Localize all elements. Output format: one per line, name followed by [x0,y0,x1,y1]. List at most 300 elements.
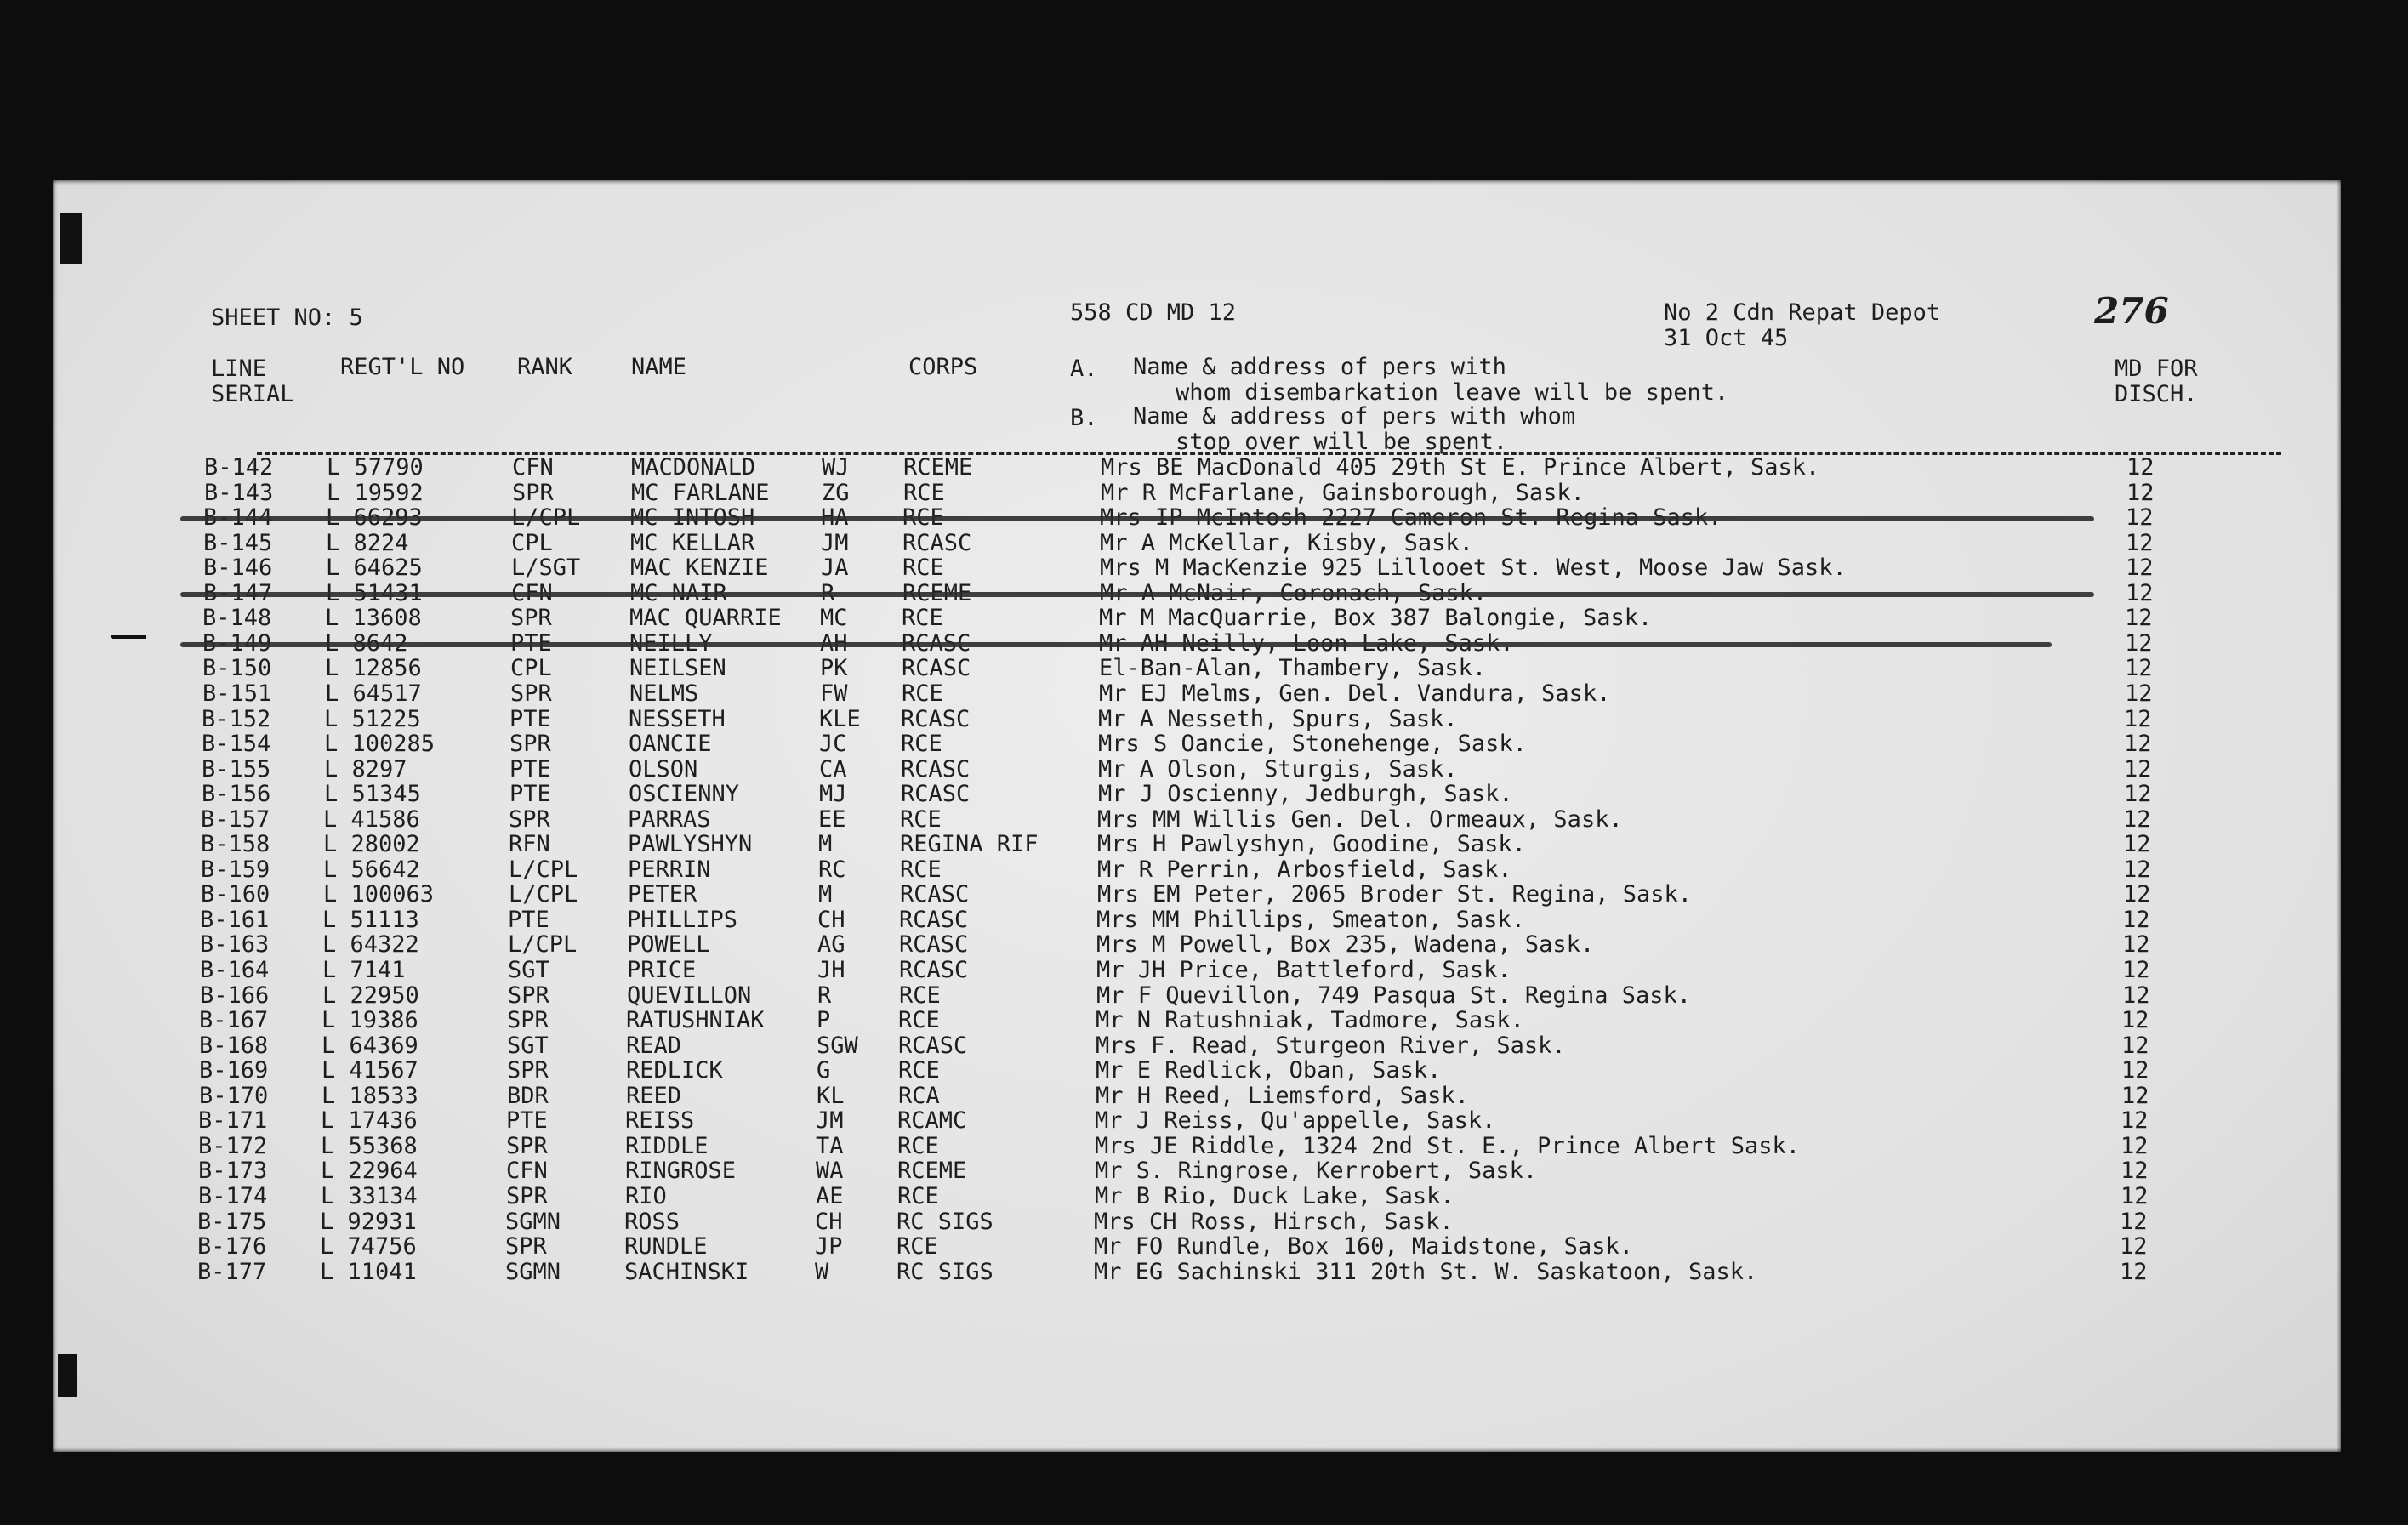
col-address-b-1: Name & address of pers with whom [1133,403,1576,430]
col-address-a-1: Name & address of pers with [1133,354,1506,380]
row-regt-no: L 51345 [324,781,421,808]
row-serial: B-170 [199,1082,269,1109]
row-initials: P [817,1007,831,1034]
row-md: 12 [2126,579,2154,606]
row-regt-no: L 51113 [322,906,419,933]
row-initials: W [815,1258,829,1285]
table-row [53,984,2341,1009]
table-row [53,1034,2341,1059]
row-serial: B-146 [203,555,273,582]
row-serial: B-164 [200,957,270,983]
table-row [53,858,2341,883]
row-address: Mr A McKellar, Kisby, Sask. [1100,529,1473,556]
col-line-serial-2: SERIAL [211,381,294,407]
row-rank: SPR [506,1182,548,1209]
depot-name: No 2 Cdn Repat Depot [1664,299,1941,326]
col-name: NAME [631,354,687,380]
row-md: 12 [2125,655,2153,682]
row-md: 12 [2122,931,2150,959]
row-corps: RC SIGS [897,1208,993,1235]
row-rank: SGMN [505,1258,561,1285]
table-row [53,529,2341,556]
row-corps: RCE [903,479,945,506]
sheet-number: SHEET NO: 5 [211,304,363,331]
row-corps: RCASC [899,906,969,933]
row-initials: JM [821,529,849,556]
row-initials: M [818,831,833,858]
row-initials: CA [819,755,847,782]
row-md: 12 [2126,529,2154,556]
row-rank: SPR [508,982,549,1009]
row-address: Mr A Nesseth, Spurs, Sask. [1098,705,1458,732]
row-corps: RCASC [899,957,969,983]
row-address: Mr EG Sachinski 311 20th St. W. Saskatoon, Sask. [1094,1258,1758,1285]
row-serial: B-159 [201,856,270,883]
row-name: NESSETH [629,705,726,732]
row-address: Mrs M MacKenzie 925 Lillooet St. West, Moose Jaw Sask. [1100,555,1847,582]
row-md: 12 [2125,629,2153,657]
row-regt-no: L 22964 [321,1158,418,1185]
row-md: 12 [2123,805,2151,833]
row-initials: KLE [819,705,861,732]
table-row [53,506,2341,531]
table-row [53,1009,2341,1033]
table-row [53,805,2341,833]
col-corps: CORPS [908,354,978,380]
row-serial: B-160 [201,881,270,908]
row-corps: RCE [899,982,941,1009]
table-row [53,933,2341,958]
row-corps: RCEME [897,1158,967,1185]
row-regt-no: L 19592 [327,479,424,506]
row-md: 12 [2122,957,2150,983]
row-initials: WJ [822,454,850,481]
row-serial: B-174 [198,1182,268,1209]
row-regt-no: L 64322 [322,931,419,959]
row-name: RIO [625,1182,667,1209]
row-md: 12 [2121,1132,2149,1159]
row-corps: RCASC [900,881,970,908]
row-address: Mrs MM Willis Gen. Del. Ormeaux, Sask. [1097,805,1623,833]
sheet-date: 31 Oct 45 [1664,325,1789,351]
row-corps: RCASC [901,781,971,808]
row-corps: RCASC [898,1032,968,1059]
row-rank: SPR [509,731,551,758]
col-md-for-disch-2: DISCH. [2115,381,2198,407]
row-initials: G [817,1057,831,1084]
document-sheet [53,180,2341,1452]
row-initials: AE [816,1182,844,1209]
table-row [53,959,2341,983]
row-rank: PTE [509,705,551,732]
table-row [53,705,2341,732]
row-regt-no: L 64625 [326,555,423,582]
table-row [53,1084,2341,1109]
row-name: REISS [625,1107,695,1135]
row-rank: CFN [506,1158,548,1185]
row-serial: B-168 [199,1032,269,1059]
row-rank: L/CPL [508,931,578,959]
row-md: 12 [2124,705,2152,732]
row-initials: KL [817,1082,845,1109]
row-rank: SPR [509,805,550,833]
row-corps: RCE [902,605,943,632]
row-rank: SPR [510,680,552,707]
row-serial: B-176 [197,1233,267,1260]
row-regt-no: L 55368 [321,1132,418,1159]
row-serial: B-151 [202,680,272,707]
table-row [53,606,2341,631]
row-md: 12 [2124,755,2152,782]
page-number: 276 [2094,290,2169,332]
row-name: MAC KENZIE [630,555,769,582]
row-address: Mr A Olson, Sturgis, Sask. [1098,755,1458,782]
row-initials: WA [816,1158,844,1185]
row-md: 12 [2121,1032,2149,1059]
table-row [53,682,2341,707]
row-regt-no: L 100063 [323,881,435,908]
table-row [53,1235,2341,1260]
table-row [53,456,2341,481]
row-md: 12 [2120,1258,2148,1285]
row-rank: SPR [512,479,554,506]
row-md: 12 [2121,1158,2149,1185]
row-md: 12 [2122,982,2150,1009]
row-corps: RC SIGS [897,1258,993,1285]
row-name: MC KELLAR [630,529,755,556]
row-address: Mr J Reiss, Qu'appelle, Sask. [1095,1107,1496,1135]
row-address: Mr F Quevillon, 749 Pasqua St. Regina Sask. [1096,982,1691,1009]
row-regt-no: L 92931 [320,1208,417,1235]
row-address: Mr R McFarlane, Gainsborough, Sask. [1101,479,1585,506]
col-address-b-label: B. [1070,405,1098,431]
row-regt-no: L 64517 [325,680,422,707]
row-name: MACDONALD [631,454,756,481]
row-md: 12 [2123,831,2151,858]
row-initials: MJ [819,781,847,808]
row-initials: FW [820,680,848,707]
row-serial: B-169 [199,1057,269,1084]
row-serial: B-156 [202,781,271,808]
row-rank: SPR [510,605,552,632]
row-md: 12 [2121,1107,2149,1135]
table-row [53,908,2341,933]
row-md: 12 [2126,555,2154,582]
row-regt-no: L 100285 [324,731,435,758]
row-md: 12 [2120,1233,2148,1260]
row-corps: REGINA RIF [900,831,1039,858]
row-name: READ [626,1032,682,1059]
row-serial: B-150 [202,655,272,682]
row-md: 12 [2124,731,2152,758]
row-regt-no: L 57790 [327,454,424,481]
row-serial: B-173 [198,1158,268,1185]
row-initials: M [818,881,833,908]
row-serial: B-154 [202,731,271,758]
row-serial: B-157 [201,805,270,833]
row-serial: B-158 [201,831,270,858]
row-serial: B-171 [198,1107,268,1135]
row-corps: RCASC [901,705,971,732]
row-name: PRICE [627,957,697,983]
row-initials: JC [819,731,847,758]
row-name: NEILSEN [629,655,726,682]
row-corps: RCA [898,1082,940,1109]
row-name: MAC QUARRIE [629,605,782,632]
row-md: 12 [2122,906,2150,933]
row-rank: L/CPL [509,881,578,908]
row-name: QUEVILLON [627,982,752,1009]
row-address: Mrs S Oancie, Stonehenge, Sask. [1098,731,1527,758]
row-serial: B-148 [202,605,272,632]
table-row [53,1260,2341,1285]
row-regt-no: L 13608 [325,605,422,632]
row-address: Mrs M Powell, Box 235, Wadena, Sask. [1096,931,1595,959]
row-corps: RCE [897,1182,939,1209]
row-address: Mr R Perrin, Arbosfield, Sask. [1097,856,1512,883]
row-corps: RCAMC [897,1107,967,1135]
strikethrough-line [180,642,2052,647]
col-address-a-2: whom disembarkation leave will be spent. [1176,379,1729,406]
row-regt-no: L 17436 [321,1107,418,1135]
table-row [53,883,2341,908]
row-address: El-Ban-Alan, Thambery, Sask. [1099,655,1487,682]
row-corps: RCE [898,1057,940,1084]
row-name: RATUSHNIAK [626,1007,765,1034]
row-rank: CPL [511,529,553,556]
row-serial: B-167 [199,1007,269,1034]
row-regt-no: L 41567 [322,1057,418,1084]
row-corps: RCASC [902,655,971,682]
row-serial: B-177 [197,1258,267,1285]
row-rank: L/SGT [511,555,581,582]
row-initials: AG [817,931,845,959]
table-row [53,1109,2341,1134]
row-initials: TA [816,1132,844,1159]
row-regt-no: L 8297 [324,755,407,782]
row-corps: RCASC [899,931,969,959]
row-serial: B-175 [197,1208,267,1235]
row-rank: PTE [506,1107,548,1135]
row-regt-no: L 12856 [325,655,422,682]
table-row [53,556,2341,581]
row-name: RINGROSE [625,1158,737,1185]
row-corps: RCASC [901,755,971,782]
row-rank: SPR [506,1132,548,1159]
row-initials: R [817,982,832,1009]
col-md-for-disch-1: MD FOR [2115,356,2198,382]
row-name: PERRIN [628,856,711,883]
row-name: ROSS [624,1208,680,1235]
row-initials: ZG [822,479,850,506]
row-md: 12 [2126,504,2154,532]
row-rank: SPR [507,1057,549,1084]
row-name: MC FARLANE [631,479,770,506]
row-corps: RCE [900,805,942,833]
row-name: PETER [628,881,697,908]
row-regt-no: L 51225 [324,705,421,732]
row-serial: B-143 [204,479,274,506]
row-address: Mr EJ Melms, Gen. Del. Vandura, Sask. [1099,680,1611,707]
row-corps: RCE [902,555,944,582]
row-rank: SGT [507,1032,549,1059]
row-corps: RCE [901,731,942,758]
row-rank: SPR [505,1233,547,1260]
col-line-serial-1: LINE [211,356,267,382]
row-rank: CFN [512,454,554,481]
row-corps: RCE [902,680,943,707]
row-initials: PK [820,655,848,682]
row-rank: SGMN [505,1208,561,1235]
row-corps: RCE [897,1233,938,1260]
row-regt-no: L 19386 [322,1007,418,1034]
row-address: Mr M MacQuarrie, Box 387 Balongie, Sask. [1099,605,1653,632]
row-name: RIDDLE [625,1132,709,1159]
row-md: 12 [2125,680,2153,707]
row-initials: MC [820,605,848,632]
row-address: Mr JH Price, Battleford, Sask. [1096,957,1511,983]
row-regt-no: L 8224 [326,529,409,556]
row-md: 12 [2123,881,2151,908]
row-name: REDLICK [626,1057,723,1084]
row-initials: JH [817,957,845,983]
row-initials: JP [815,1233,843,1260]
table-row [53,657,2341,681]
row-address: Mr B Rio, Duck Lake, Sask. [1095,1182,1454,1209]
staple-mark [58,1354,77,1397]
row-regt-no: L 41586 [323,805,420,833]
table-row [53,1059,2341,1084]
row-rank: PTE [508,906,549,933]
row-initials: RC [818,856,846,883]
table-row [53,1132,2341,1159]
row-name: PAWLYSHYN [628,831,753,858]
table-row [53,1210,2341,1235]
table-row [53,629,2341,657]
row-regt-no: L 56642 [323,856,420,883]
col-address-b-2: stop over will be spent. [1176,429,1508,455]
row-serial: B-163 [200,931,270,959]
row-regt-no: L 7141 [322,957,406,983]
row-address: Mrs JE Riddle, 1324 2nd St. E., Prince Albert Sask. [1095,1132,1801,1159]
row-initials: CH [815,1208,843,1235]
row-address: Mrs MM Phillips, Smeaton, Sask. [1096,906,1525,933]
strikethrough-line [180,516,2094,521]
row-md: 12 [2120,1208,2148,1235]
row-address: Mr FO Rundle, Box 160, Maidstone, Sask. [1094,1233,1633,1260]
row-name: OSCIENNY [629,781,740,808]
row-md: 12 [2121,1182,2149,1209]
row-md: 12 [2121,1057,2149,1084]
row-name: REED [626,1082,682,1109]
row-rank: SPR [507,1007,549,1034]
row-regt-no: L 22950 [322,982,419,1009]
row-address: Mr N Ratushniak, Tadmore, Sask. [1096,1007,1524,1034]
row-initials: SGW [817,1032,858,1059]
col-rank: RANK [517,354,573,380]
row-serial: B-172 [198,1132,268,1159]
table-row [53,833,2341,857]
row-address: Mrs EM Peter, 2065 Broder St. Regina, Sask. [1097,881,1692,908]
col-regtl-no: REGT'L NO [340,354,465,380]
row-serial: B-145 [203,529,273,556]
row-name: OANCIE [629,731,712,758]
row-md: 12 [2121,1007,2149,1034]
table-row [53,755,2341,782]
row-address: Mr S. Ringrose, Kerrobert, Sask. [1095,1158,1538,1185]
row-initials: JA [821,555,849,582]
table-row [53,481,2341,506]
row-name: NELMS [629,680,699,707]
row-serial: B-142 [204,454,274,481]
row-name: PARRAS [628,805,711,833]
row-rank: PTE [509,755,551,782]
row-regt-no: L 33134 [321,1182,418,1209]
table-row [53,732,2341,757]
row-name: SACHINSKI [624,1258,749,1285]
row-address: Mrs F. Read, Sturgeon River, Sask. [1096,1032,1566,1059]
row-address: Mr H Reed, Liemsford, Sask. [1096,1082,1469,1109]
staple-mark [60,213,82,264]
row-address: Mr J Oscienny, Jedburgh, Sask. [1098,781,1513,808]
row-rank: BDR [507,1082,549,1109]
row-md: 12 [2126,479,2155,506]
row-corps: RCE [897,1132,939,1159]
row-name: POWELL [627,931,710,959]
row-address: Mr E Redlick, Oban, Sask. [1096,1057,1442,1084]
row-regt-no: L 18533 [322,1082,418,1109]
table-row [53,782,2341,807]
row-address: Mrs H Pawlyshyn, Goodine, Sask. [1097,831,1526,858]
row-name: RUNDLE [624,1233,708,1260]
table-row [53,579,2341,606]
row-corps: RCEME [903,454,973,481]
row-regt-no: L 64369 [322,1032,418,1059]
row-address: Mrs CH Ross, Hirsch, Sask. [1094,1208,1454,1235]
row-name: OLSON [629,755,698,782]
row-md: 12 [2125,605,2153,632]
row-rank: PTE [509,781,551,808]
row-regt-no: L 28002 [323,831,420,858]
row-address: Mrs BE MacDonald 405 29th St E. Prince Albert, Sask. [1101,454,1820,481]
row-serial: B-161 [200,906,270,933]
row-md: 12 [2123,856,2151,883]
strikethrough-line [180,592,2094,597]
row-corps: RCASC [902,529,972,556]
row-rank: RFN [509,831,550,858]
row-corps: RCE [898,1007,940,1034]
row-serial: B-152 [202,705,271,732]
row-name: PHILLIPS [627,906,738,933]
row-initials: JM [816,1107,844,1135]
row-serial: B-166 [200,982,270,1009]
table-row [53,1159,2341,1184]
row-initials: CH [817,906,845,933]
row-serial: B-155 [202,755,271,782]
row-regt-no: L 11041 [320,1258,417,1285]
row-md: 12 [2126,454,2155,481]
row-rank: CPL [510,655,552,682]
row-md: 12 [2124,781,2152,808]
unit-code: 558 CD MD 12 [1070,299,1237,326]
table-row [53,1182,2341,1209]
row-rank: SGT [508,957,549,983]
row-initials: EE [818,805,846,833]
row-md: 12 [2121,1082,2149,1109]
row-rank: L/CPL [509,856,578,883]
row-regt-no: L 74756 [320,1233,417,1260]
col-address-a-label: A. [1070,356,1098,382]
